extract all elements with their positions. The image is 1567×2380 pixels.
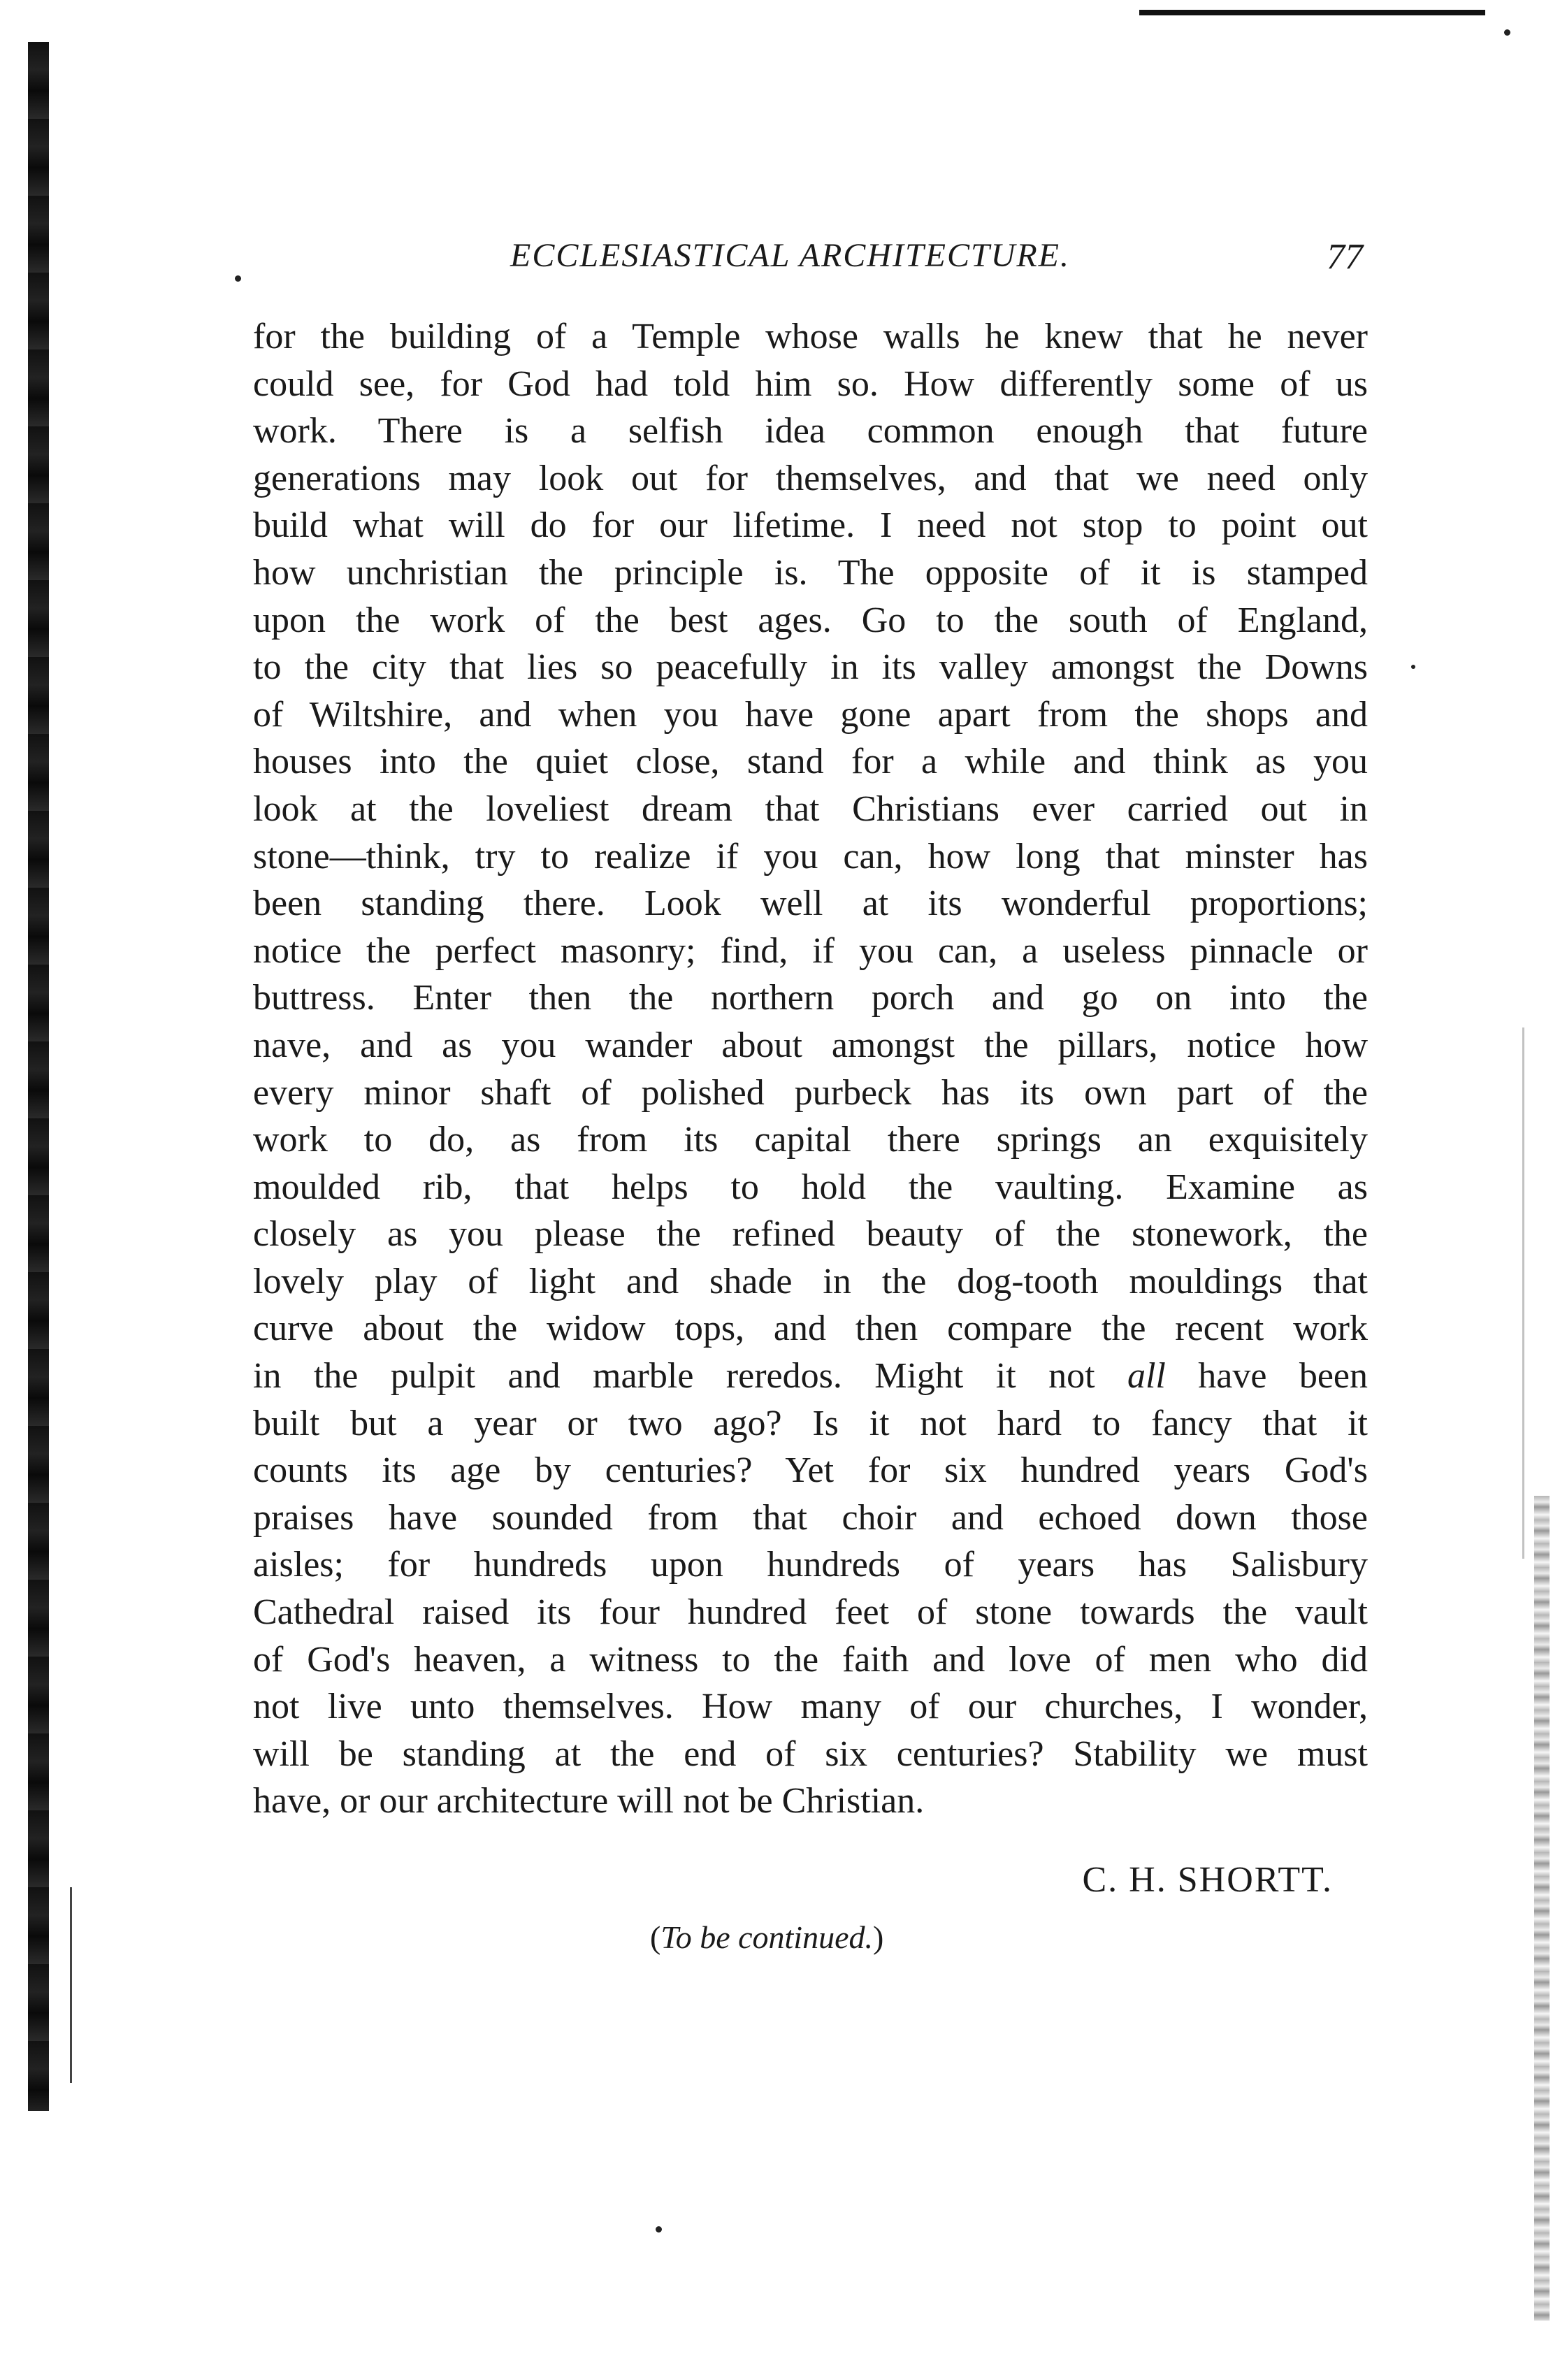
text-line: will be standing at the end of six centuries? Stability we must — [253, 1733, 1368, 1774]
text-line: how unchristian the principle is. The opposite of it is stamped — [253, 552, 1368, 593]
text-line: buttress. Enter then the northern porch and go on into the — [253, 978, 1368, 1018]
right-margin-scan-noise — [1534, 1496, 1550, 2321]
text-line: Cathedral raised its four hundred feet of stone towards the vault — [253, 1592, 1368, 1633]
text-line: aisles; for hundreds upon hundreds of years has Salisbury — [253, 1545, 1368, 1585]
scan-speck — [656, 2226, 662, 2233]
text-line: closely as you please the refined beauty of the stonework, the — [253, 1214, 1368, 1255]
scan-speck — [1504, 29, 1510, 36]
text-line: curve about the widow tops, and then compare the recent work — [253, 1308, 1368, 1349]
text-line: lovely play of light and shade in the dog-tooth mouldings that — [253, 1261, 1368, 1301]
text-line: of God's heaven, a witness to the faith and love of men who did — [253, 1639, 1368, 1680]
paren-close: ) — [873, 1919, 884, 1955]
text-segment: have been — [1165, 1356, 1368, 1397]
right-margin-line — [1522, 1027, 1524, 1559]
top-rule — [1139, 10, 1485, 15]
text-line: could see, for God had told him so. How differently some of us — [253, 363, 1368, 404]
text-segment: in the pulpit and marble reredos. Might it not — [253, 1356, 1127, 1397]
author-signature: C. H. SHORTT. — [1082, 1860, 1333, 1900]
page-number: 77 — [1327, 237, 1363, 277]
continued-note — [650, 1919, 883, 1956]
text-line-with-italic — [253, 1353, 1368, 1400]
text-line: houses into the quiet close, stand for a while and think as you — [253, 742, 1368, 782]
text-line: have, or our architecture will not be Christian. — [253, 1781, 925, 1822]
running-title: ECCLESIASTICAL ARCHITECTURE. — [510, 237, 1070, 274]
text-line: stone—think, try to realize if you can, how long that minster has — [253, 836, 1368, 877]
text-line: look at the loveliest dream that Christians ever carried out in — [253, 788, 1368, 829]
text-line: moulded rib, that helps to hold the vaulting. Examine as — [253, 1167, 1368, 1207]
text-line: work. There is a selfish idea common enough that future — [253, 411, 1368, 452]
italic-word: all — [1127, 1356, 1166, 1397]
running-head — [210, 236, 1384, 299]
text-line: generations may look out for themselves, and that we need only — [253, 458, 1368, 498]
text-line: nave, and as you wander about amongst the pillars, notice how — [253, 1025, 1368, 1065]
text-line: build what will do for our lifetime. I need not stop to point out — [253, 505, 1368, 546]
paren-open: ( — [650, 1919, 661, 1955]
page-edge-shadow — [28, 42, 49, 2111]
scan-speck — [1411, 665, 1415, 669]
text-line: upon the work of the best ages. Go to the south of England, — [253, 600, 1368, 640]
text-line: for the building of a Temple whose walls he knew that he never — [253, 317, 1368, 356]
continued-text: To be continued. — [660, 1919, 873, 1955]
text-line: notice the perfect masonry; find, if you can, a useless pinnacle or — [253, 930, 1368, 971]
text-line: not live unto themselves. How many of our churches, I wonder, — [253, 1687, 1368, 1727]
text-line: to the city that lies so peacefully in its valley amongst the Downs — [253, 647, 1368, 688]
article-body — [253, 313, 1368, 1825]
text-line: work to do, as from its capital there springs an exquisitely — [253, 1120, 1368, 1160]
page-edge-line — [70, 1887, 72, 2083]
text-line: been standing there. Look well at its wonderful proportions; — [253, 884, 1368, 924]
text-line: counts its age by centuries? Yet for six hundred years God's — [253, 1450, 1368, 1491]
text-line: praises have sounded from that choir and echoed down those — [253, 1497, 1368, 1538]
text-line: every minor shaft of polished purbeck has its own part of the — [253, 1072, 1368, 1113]
text-line: built but a year or two ago? Is it not hard to fancy that it — [253, 1403, 1368, 1443]
text-line: of Wiltshire, and when you have gone apart from the shops and — [253, 694, 1368, 735]
